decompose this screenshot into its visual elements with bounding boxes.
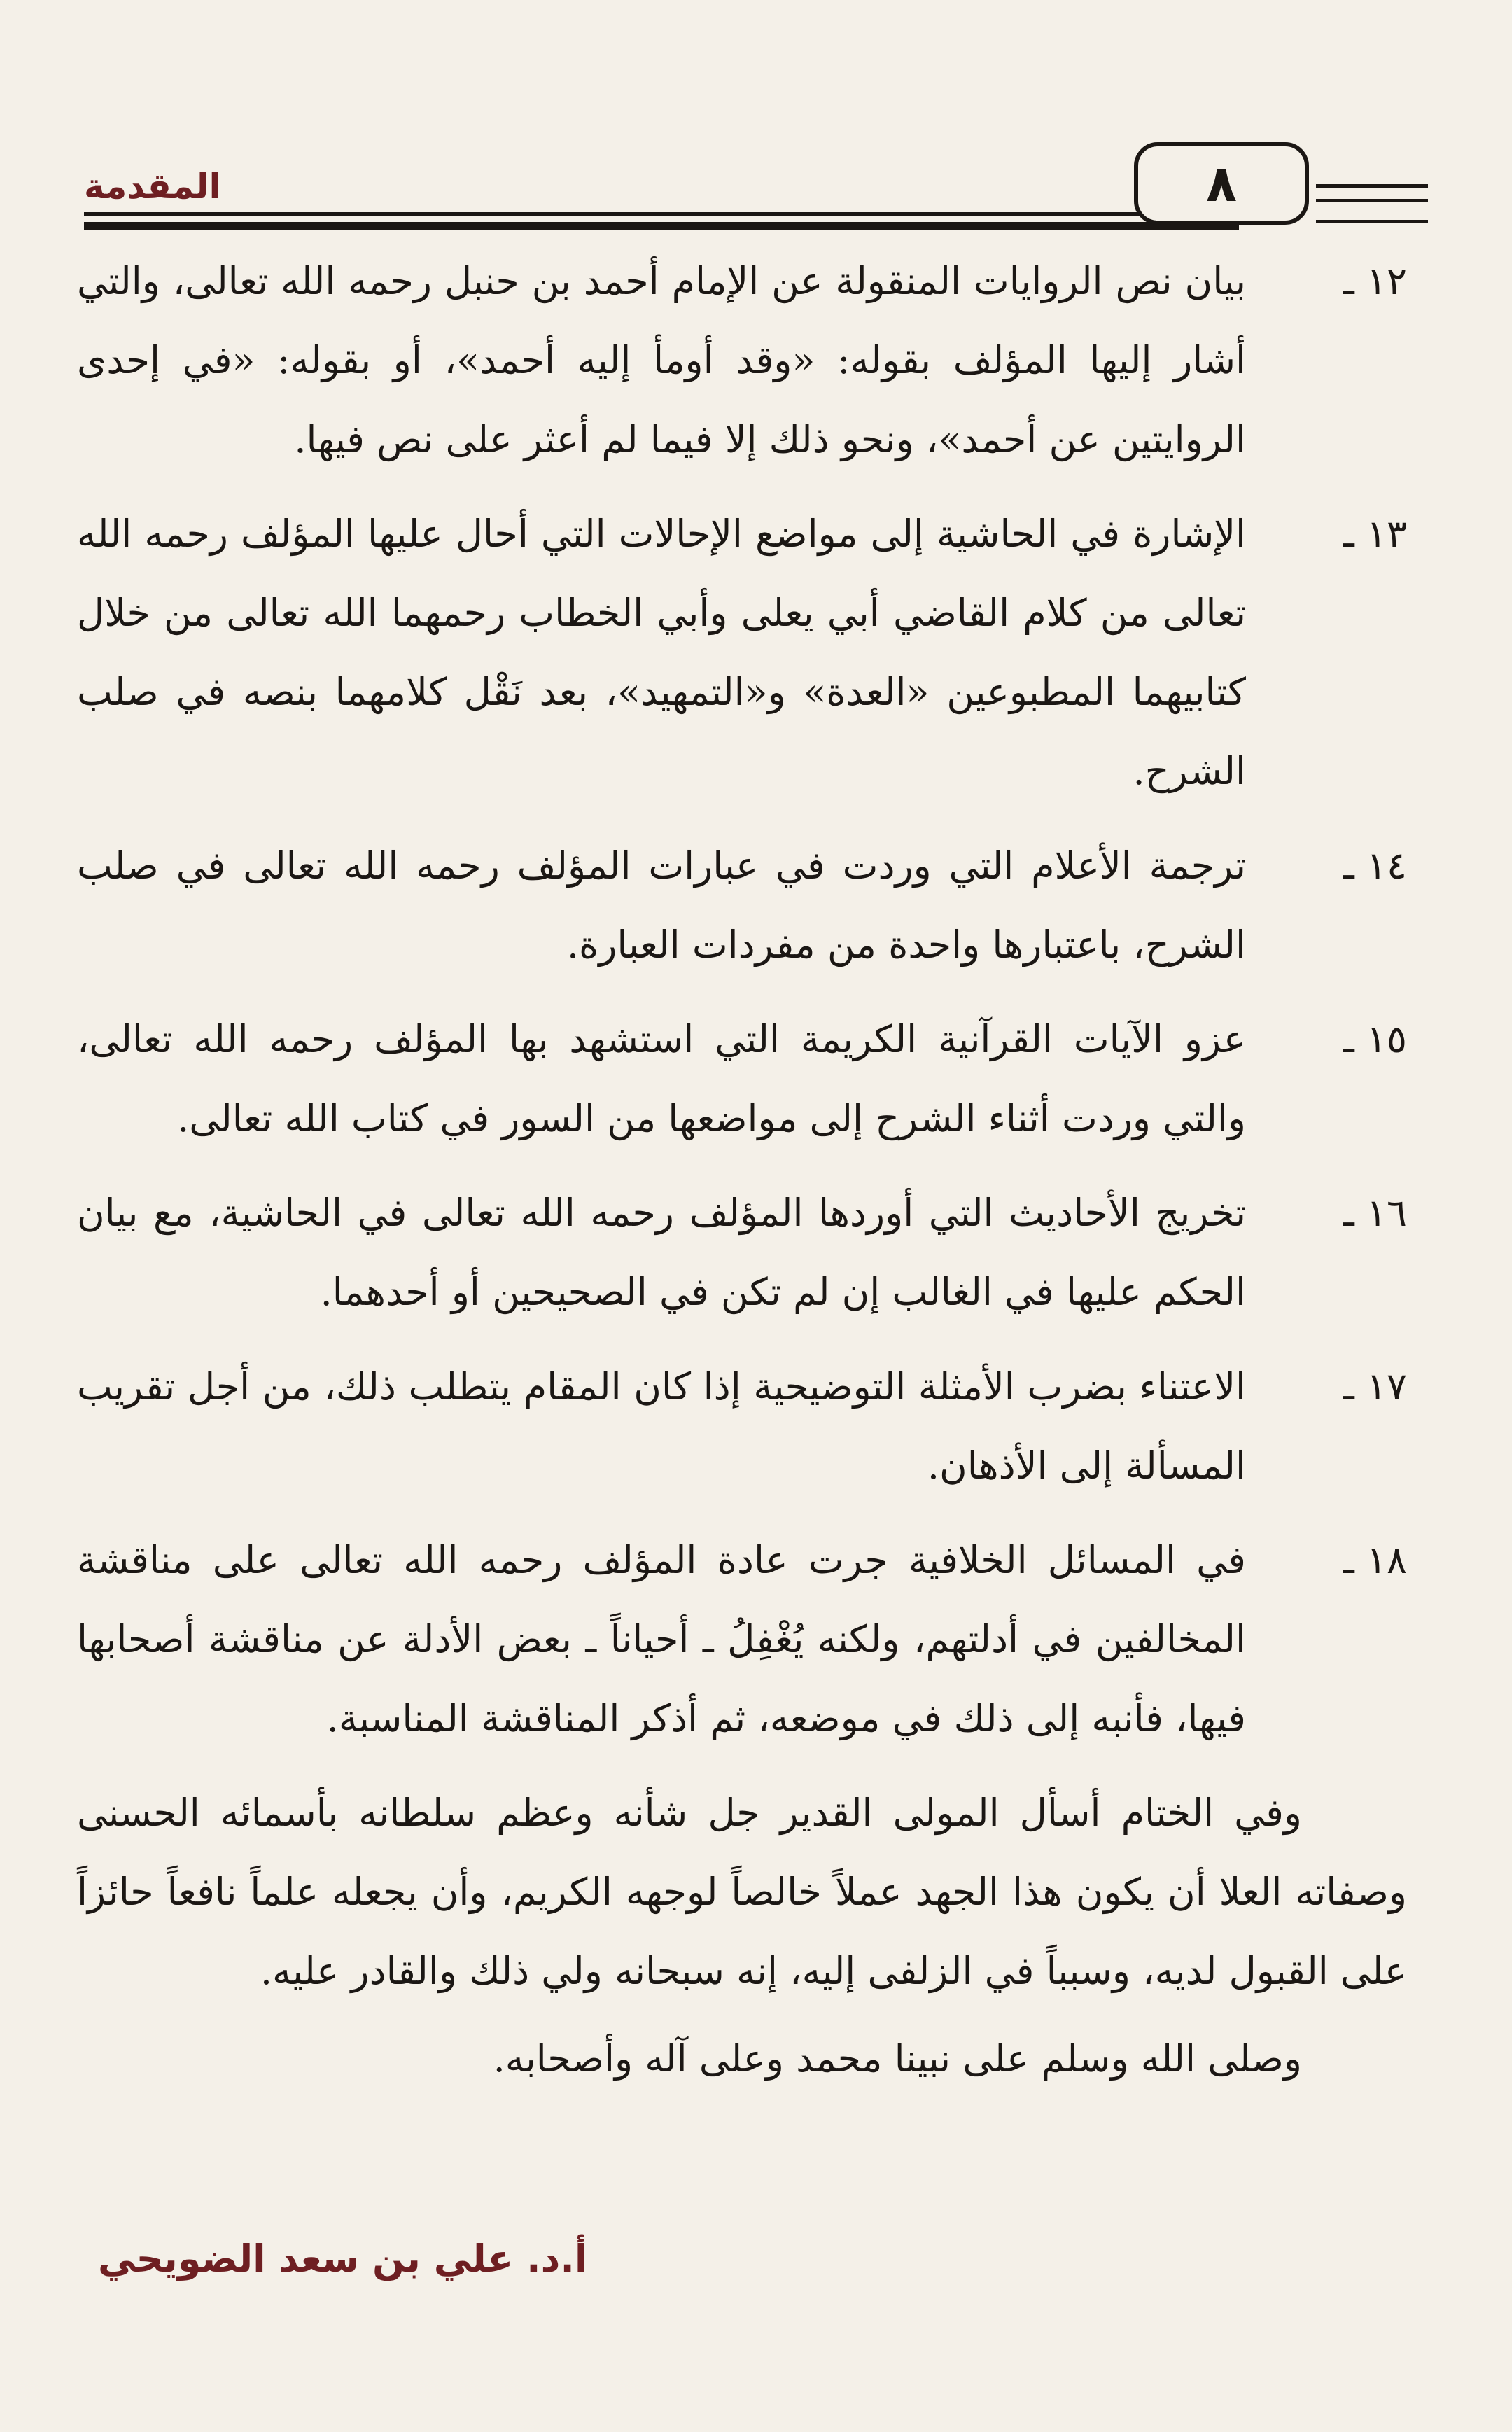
item-text: في المسائل الخلافية جرت عادة المؤلف رحمه الله تعالى على مناقشة المخالفين في أدلتهم، ولكنه يُغْفِلُ ـ أحياناً ـ بعض الأدلة عن مناقشة أصحابها فيها، فأنبه إلى ذلك في موضعه، ثم أذكر المناقشة المناسبة. [77,1538,1246,1740]
list-item [77,1000,1407,1158]
item-text: بيان نص الروايات المنقولة عن الإمام أحمد بن حنبل رحمه الله تعالى، والتي أشار إليها المؤلف بقوله: «وقد أومأ إليه أحمد»، أو بقوله: «في إحدى الروايتين عن أحمد»، ونحو ذلك إلا فيما لم أعثر على نص فيها. [77,259,1246,461]
item-text: الاعتناء بضرب الأمثلة التوضيحية إذا كان المقام يتطلب ذلك، من أجل تقريب المسألة إلى الأذهان. [77,1364,1246,1488]
list-item [77,826,1407,984]
header-rule-right [1316,184,1428,223]
list-item [77,1347,1407,1505]
list-item [77,242,1407,479]
item-number: ١٣ ـ [1343,512,1407,556]
item-number: ١٤ ـ [1343,844,1407,888]
item-number: ١٢ ـ [1343,259,1407,303]
closing-line: وصلى الله وسلم على نبينا محمد وعلى آله وأصحابه. [493,2036,1302,2081]
item-text: ترجمة الأعلام التي وردت في عبارات المؤلف رحمه الله تعالى في صلب الشرح، باعتبارها واحدة من مفردات العبارة. [77,844,1246,967]
item-number: ١٨ ـ [1343,1538,1407,1582]
header-rule-thin [84,212,1239,216]
list-item [77,1173,1407,1332]
item-text: تخريج الأحاديث التي أوردها المؤلف رحمه الله تعالى في الحاشية، مع بيان الحكم عليها في الغالب إن لم تكن في الصحيحين أو أحدهما. [77,1191,1246,1314]
item-number: ١٦ ـ [1343,1191,1407,1235]
section-title: المقدمة [84,166,221,207]
header-rule-thick [84,222,1239,230]
page-number: ٨ [1134,142,1309,225]
item-number: ١٧ ـ [1343,1364,1407,1409]
page-body [77,242,1407,2098]
author-signature: أ.د. علي بن سعد الضويحي [98,2237,588,2281]
item-number: ١٥ ـ [1343,1017,1407,1061]
page-header [84,137,1414,242]
list-item [77,494,1407,811]
item-text: الإشارة في الحاشية إلى مواضع الإحالات التي أحال عليها المؤلف رحمه الله تعالى من كلام القاضي أبي يعلى وأبي الخطاب رحمهما الله تعالى من خلال كتابيهما المطبوعين «العدة» و«التمهيد»، بعد نَقْل كلامهما بنصه في صلب الشرح. [77,512,1246,793]
item-text: عزو الآيات القرآنية الكريمة التي استشهد بها المؤلف رحمه الله تعالى، والتي وردت أثناء الشرح إلى مواضعها من السور في كتاب الله تعالى. [77,1017,1246,1140]
list-item [77,1521,1407,1758]
conclusion-paragraph: وفي الختام أسأل المولى القدير جل شأنه وعظم سلطانه بأسمائه الحسنى وصفاته العلا أن يكون هذا الجهد عملاً خالصاً لوجهه الكريم، وأن يجعله علماً نافعاً حائزاً على القبول لديه، وسبباً في الزلفى إليه، إنه سبحانه ولي ذلك والقادر عليه. [77,1791,1407,1993]
